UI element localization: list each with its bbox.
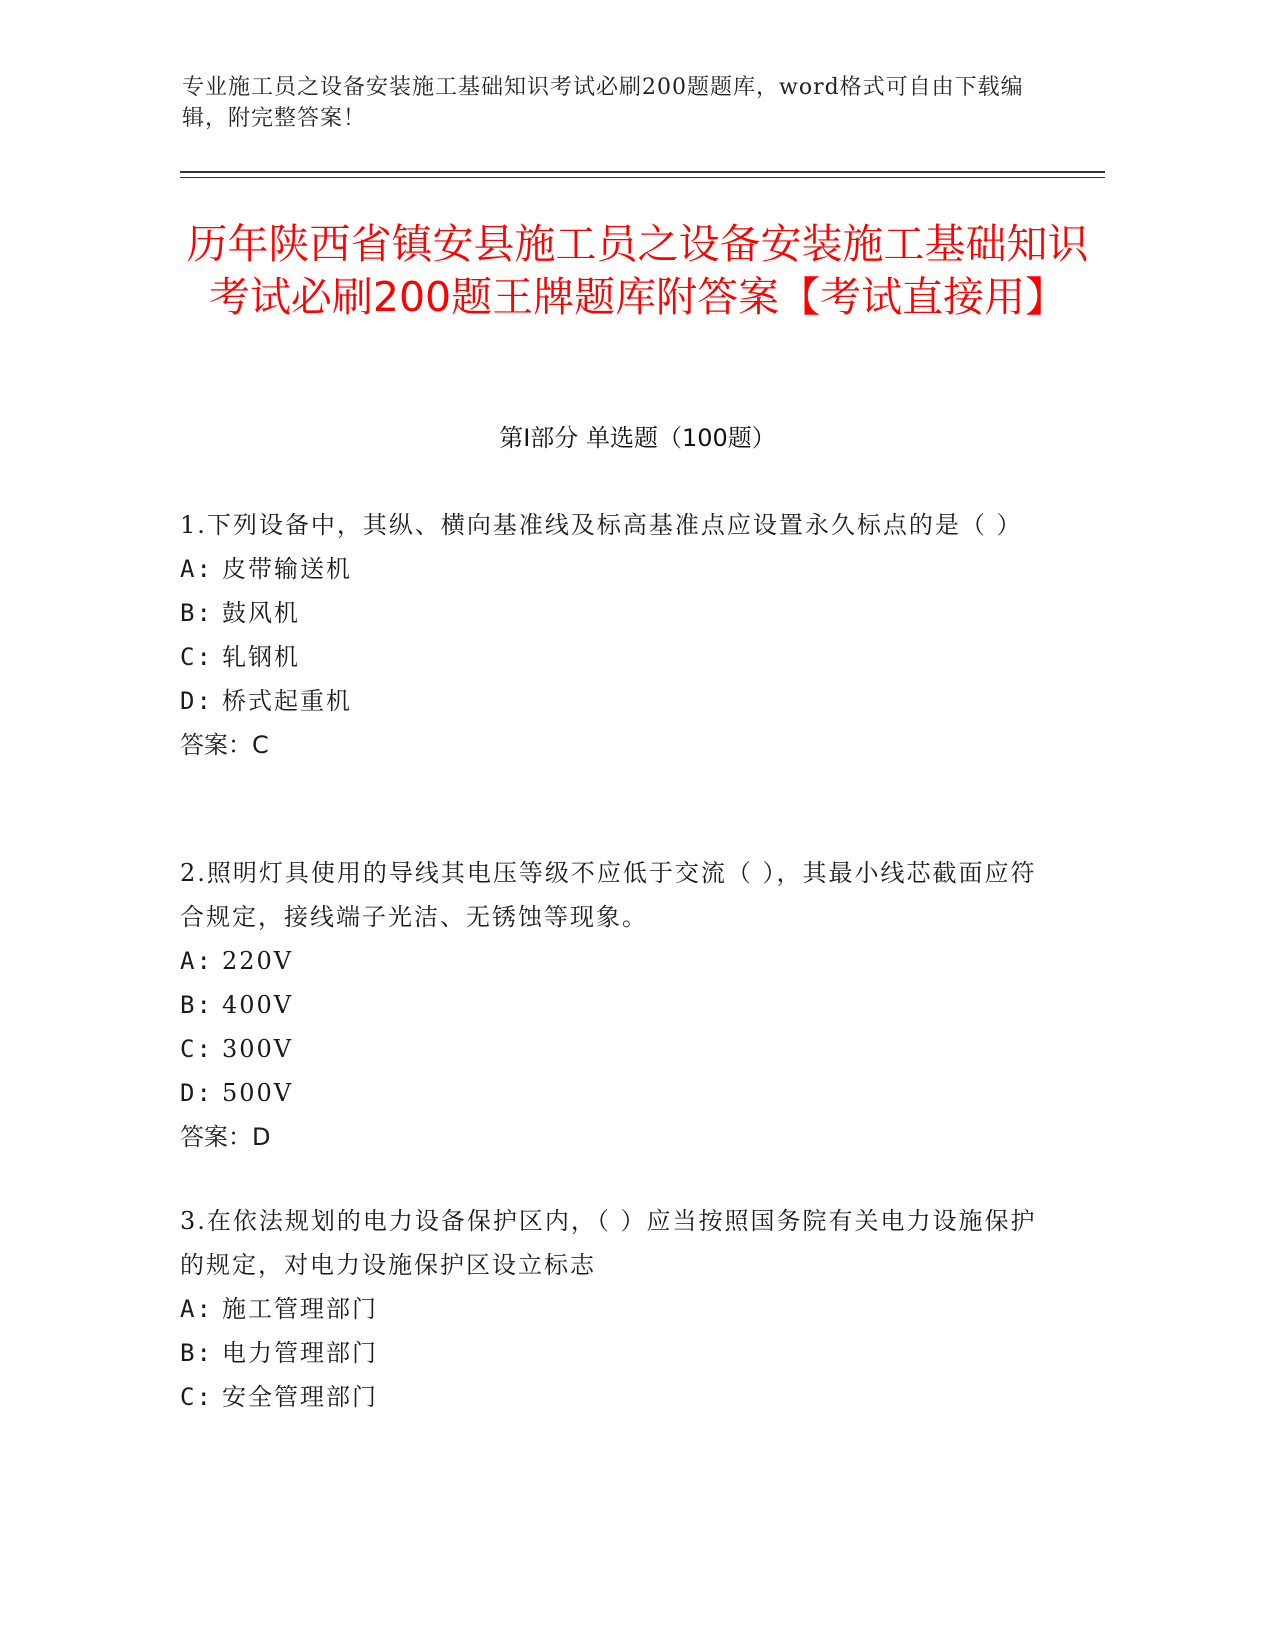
document-title: 历年陕西省镇安县施工员之设备安装施工基础知识考试必刷200题王牌题库附答案【考试直接用】 bbox=[186, 220, 1089, 321]
section-title: 第Ⅰ部分 单选题（100题） bbox=[499, 424, 776, 452]
question-option bbox=[180, 547, 1040, 591]
question-stem: 1.下列设备中，其纵、横向基准线及标高基准点应设置永久标点的是（ ） bbox=[180, 511, 1023, 539]
header-rule-thin bbox=[180, 177, 1105, 178]
question-option bbox=[180, 939, 1040, 983]
option-label: A: bbox=[180, 947, 213, 975]
option-text: 桥式起重机 bbox=[222, 687, 352, 715]
question-option bbox=[180, 1287, 1040, 1331]
option-text: 施工管理部门 bbox=[222, 1295, 378, 1323]
option-text: 500V bbox=[222, 1079, 294, 1107]
option-label: D: bbox=[180, 687, 213, 715]
question-option bbox=[180, 635, 1040, 679]
question-stem: 2.照明灯具使用的导线其电压等级不应低于交流（ ），其最小线芯截面应符合规定，接线端子光洁、无锈蚀等现象。 bbox=[180, 859, 1037, 931]
question-item bbox=[180, 851, 1040, 1159]
question-option bbox=[180, 983, 1040, 1027]
question-stem: 3.在依法规划的电力设备保护区内，（ ）应当按照国务院有关电力设施保护的规定，对电力设施保护区设立标志 bbox=[180, 1207, 1037, 1279]
option-label: C: bbox=[180, 1383, 213, 1411]
option-text: 电力管理部门 bbox=[222, 1339, 378, 1367]
option-label: A: bbox=[180, 555, 213, 583]
question-answer: 答案：D bbox=[180, 1123, 271, 1151]
question-item bbox=[180, 503, 1040, 767]
question-option bbox=[180, 1071, 1040, 1115]
question-item bbox=[180, 1199, 1040, 1419]
question-option bbox=[180, 679, 1040, 723]
question-option bbox=[180, 1375, 1040, 1419]
question-option bbox=[180, 591, 1040, 635]
option-label: B: bbox=[180, 599, 213, 627]
option-text: 安全管理部门 bbox=[222, 1383, 378, 1411]
option-text: 轧钢机 bbox=[222, 643, 300, 671]
option-text: 鼓风机 bbox=[222, 599, 300, 627]
header-rule-thick bbox=[180, 171, 1105, 173]
header-note: 专业施工员之设备安装施工基础知识考试必刷200题题库，word格式可自由下载编辑，附完整答案！ bbox=[182, 75, 1024, 131]
option-label: D: bbox=[180, 1079, 213, 1107]
option-label: C: bbox=[180, 643, 213, 671]
option-text: 220V bbox=[222, 947, 294, 975]
option-label: A: bbox=[180, 1295, 213, 1323]
option-text: 300V bbox=[222, 1035, 294, 1063]
question-answer: 答案：C bbox=[180, 731, 269, 759]
question-option bbox=[180, 1331, 1040, 1375]
option-label: B: bbox=[180, 1339, 213, 1367]
option-text: 400V bbox=[222, 991, 294, 1019]
option-text: 皮带输送机 bbox=[222, 555, 352, 583]
option-label: B: bbox=[180, 991, 213, 1019]
question-option bbox=[180, 1027, 1040, 1071]
option-label: C: bbox=[180, 1035, 213, 1063]
